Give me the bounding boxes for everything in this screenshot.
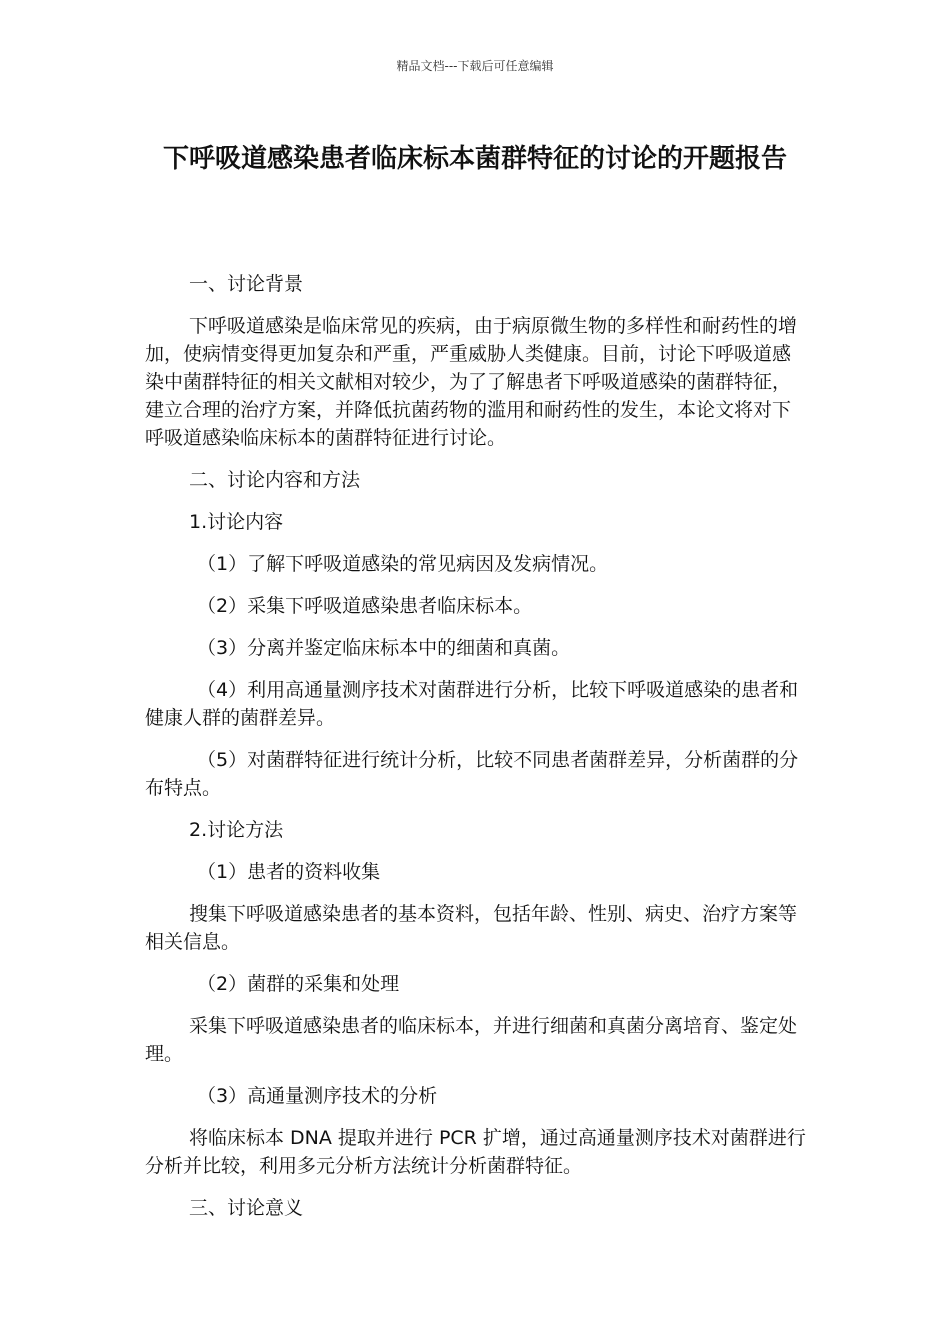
section-heading-content-method: 二、讨论内容和方法 <box>189 469 361 491</box>
subsection-heading-content: 1.讨论内容 <box>189 511 284 533</box>
document-body <box>145 270 807 1236</box>
content-item-2: （2）采集下呼吸道感染患者临床标本。 <box>197 595 533 617</box>
method-subheading-3: （3）高通量测序技术的分析 <box>197 1085 438 1107</box>
header-note: 精品文档---下载后可任意编辑 <box>396 59 554 73</box>
subsection-heading-method: 2.讨论方法 <box>189 819 284 841</box>
content-item-1: （1）了解下呼吸道感染的常见病因及发病情况。 <box>197 553 609 575</box>
content-item-5: （5）对菌群特征进行统计分析，比较不同患者菌群差异，分析菌群的分布特点。 <box>145 749 799 799</box>
method-subheading-2: （2）菌群的采集和处理 <box>197 973 400 995</box>
method-subheading-1: （1）患者的资料收集 <box>197 861 381 883</box>
method-text-2: 采集下呼吸道感染患者的临床标本，并进行细菌和真菌分离培育、鉴定处理。 <box>145 1015 798 1065</box>
section-heading-significance: 三、讨论意义 <box>189 1197 304 1219</box>
document-title: 下呼吸道感染患者临床标本菌群特征的讨论的开题报告 <box>162 144 787 174</box>
method-text-3: 将临床标本 DNA 提取并进行 PCR 扩增，通过高通量测序技术对菌群进行分析并比较，利用多元分析方法统计分析菌群特征。 <box>145 1127 806 1177</box>
content-item-3: （3）分离并鉴定临床标本中的细菌和真菌。 <box>197 637 571 659</box>
content-item-4: （4）利用高通量测序技术对菌群进行分析，比较下呼吸道感染的患者和健康人群的菌群差异。 <box>145 679 799 729</box>
section-heading-background: 一、讨论背景 <box>189 273 304 295</box>
background-paragraph: 下呼吸道感染是临床常见的疾病，由于病原微生物的多样性和耐药性的增加，使病情变得更加复杂和严重，严重威胁人类健康。目前，讨论下呼吸道感染中菌群特征的相关文献相对较少，为了了解患者下呼吸道感染的菌群特征，建立合理的治疗方案，并降低抗菌药物的滥用和耐药性的发生，本论文将对下呼吸道感染临床标本的菌群特征进行讨论。 <box>145 315 798 449</box>
method-text-1: 搜集下呼吸道感染患者的基本资料，包括年龄、性别、病史、治疗方案等相关信息。 <box>145 903 798 953</box>
